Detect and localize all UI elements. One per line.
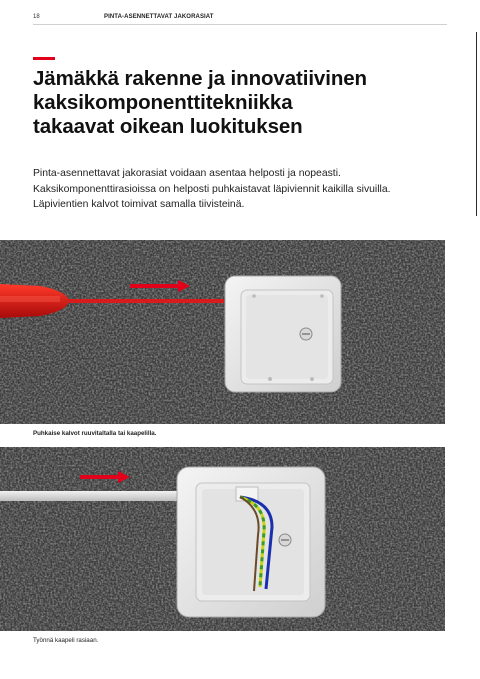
direction-arrow: [80, 475, 118, 479]
intro-line-2: Kaksikomponenttirasioissa on helposti puhkaistavat läpiviennit kaikilla sivuilla.: [33, 183, 391, 195]
figure-caption-2: Työnnä kaapeli rasiaan.: [33, 637, 99, 644]
page-number: 18: [33, 14, 40, 20]
screwdriver-shaft: [58, 299, 224, 303]
accent-bar: [33, 57, 55, 60]
header-rule: [33, 24, 447, 25]
intro-paragraph: [33, 166, 453, 213]
page-title: [33, 67, 433, 139]
page-edge-marker: [476, 32, 477, 216]
title-line-3: takaavat oikean luokituksen: [33, 115, 303, 138]
direction-arrow: [130, 284, 178, 288]
intro-line-3: Läpivientien kalvot toimivat samalla tiivisteinä.: [33, 199, 245, 211]
photo-cable: [0, 447, 445, 631]
title-line-1: Jämäkkä rakenne ja innovatiivinen: [33, 67, 367, 90]
figure-caption-1: Puhkaise kalvot ruuvitaltalla tai kaapelilla.: [33, 430, 157, 437]
title-line-2: kaksikomponenttitekniikka: [33, 91, 293, 114]
running-header: PINTA-ASENNETTAVAT JAKORASIAT: [104, 14, 214, 20]
photo-screwdriver: [0, 240, 445, 424]
intro-line-1: Pinta-asennettavat jakorasiat voidaan asentaa helposti ja nopeasti.: [33, 168, 341, 179]
